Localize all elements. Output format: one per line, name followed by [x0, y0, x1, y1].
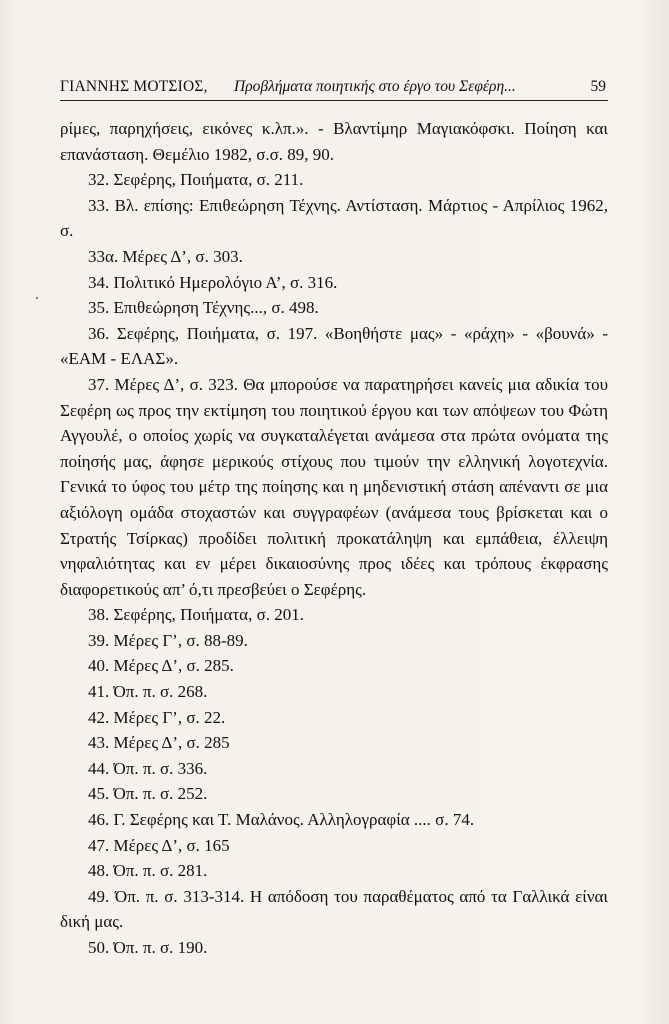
running-header	[60, 78, 608, 101]
print-speck	[36, 297, 38, 299]
footnote-34: 34. Πολιτικό Ημερολόγιο Α’, σ. 316.	[88, 272, 338, 292]
footnote-33: 33. Βλ. επίσης: Επιθεώρηση Τέχνης. Αντίσταση. Μάρτιος - Απρίλιος 1962, σ.	[60, 195, 608, 241]
footnote-36: 36. Σεφέρης, Ποιήματα, σ. 197. «Βοηθήστε μας» - «ράχη» - «βουνά» - «ΕΑΜ - ΕΛΑΣ».	[60, 323, 608, 369]
footnote-40: 40. Μέρες Δ’, σ. 285.	[88, 656, 234, 676]
footnote-45: 45. Όπ. π. σ. 252.	[88, 784, 208, 804]
footnote-39: 39. Μέρες Γ’, σ. 88-89.	[88, 630, 248, 650]
footnote-continuation: ρίμες, παρηχήσεις, εικόνες κ.λπ.». - Βλαντίμηρ Μαγιακόφσκι. Ποίηση και επανάσταση. Θεμέλιο 1982, σ.σ. 89, 90.	[60, 119, 608, 164]
footnote-42: 42. Μέρες Γ’, σ. 22.	[88, 707, 226, 727]
footnote-32: 32. Σεφέρης, Ποιήματα, σ. 211.	[88, 170, 304, 190]
footnote-50: 50. Όπ. π. σ. 190.	[88, 938, 208, 957]
header-author: ΓΙΑΝΝΗΣ ΜΟΤΣΙΟΣ,	[60, 78, 208, 95]
footnote-33a: 33α. Μέρες Δ’, σ. 303.	[88, 246, 243, 266]
footnote-48: 48. Όπ. π. σ. 281.	[88, 861, 208, 881]
footnote-47: 47. Μέρες Δ’, σ. 165	[88, 835, 230, 855]
footnotes-body	[60, 116, 608, 961]
footnote-46: 46. Γ. Σεφέρης και Τ. Μαλάνος. Αλληλογραφία .... σ. 74.	[88, 810, 475, 830]
header-title: Προβλήματα ποιητικής στο έργο του Σεφέρη...	[234, 78, 516, 95]
footnote-43: 43. Μέρες Δ’, σ. 285	[88, 733, 230, 753]
footnote-37: 37. Μέρες Δ’, σ. 323. Θα μπορούσε να παρατηρήσει κανείς μια αδικία του Σεφέρη ως προς την εκτίμηση του ποιητικού έργου και των απόψεων του Φώτη Αγγουλέ, ο οποίος χωρίς να συγκαταλέγεται ανάμεσα στα πρώτα ονόματα της ποίησής μας, άφησε μερικούς στίχους που τιμούν την ελληνική λογοτεχνία. Γενικά το ύφος του μέτρ της ποίησης και η μηδενιστική στάση απέναντι σε μια αξιόλογη ομάδα στοχαστών και συγγραφέων (ανάμεσα τους βρίσκεται και ο Στρατής Τσίρκας) προδίδει πολιτική προκατάληψη και εμπάθεια, έλλειψη νηφαλιότητας και εν μέρει δικαιοσύνης προς ιδέες και τρόπους έκφρασης διαφορετικούς απ’ ό,τι πρεσβεύει ο Σεφέρης.	[60, 374, 608, 599]
footnote-41: 41. Όπ. π. σ. 268.	[88, 682, 208, 702]
footnote-49: 49. Όπ. π. σ. 313-314. Η απόδοση του παραθέματος από τα Γαλλικά είναι δική μας.	[60, 886, 608, 932]
footnote-35: 35. Επιθεώρηση Τέχνης..., σ. 498.	[88, 298, 319, 318]
footnote-38: 38. Σεφέρης, Ποιήματα, σ. 201.	[88, 605, 305, 625]
page-number: 59	[590, 78, 606, 95]
footnote-44: 44. Όπ. π. σ. 336.	[88, 758, 208, 778]
